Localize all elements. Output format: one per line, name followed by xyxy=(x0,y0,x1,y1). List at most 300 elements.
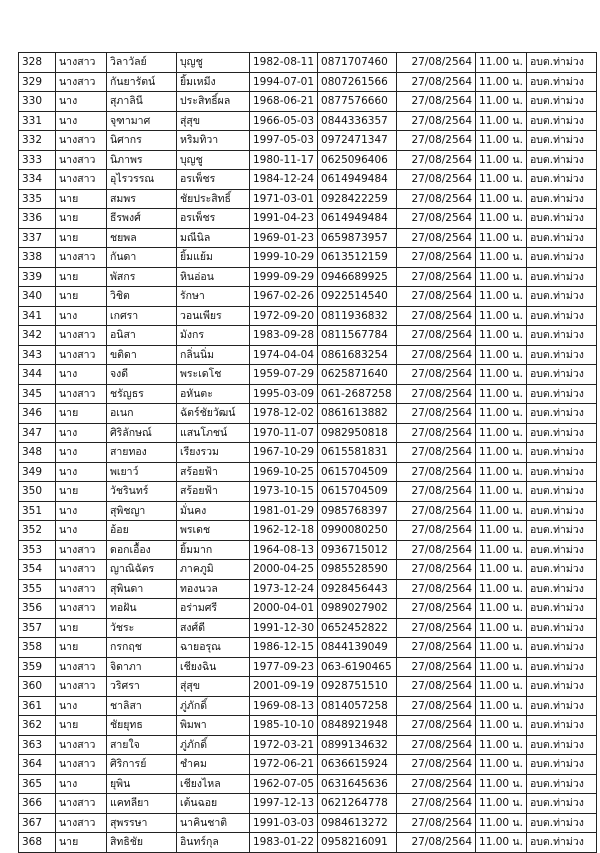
table-row xyxy=(19,540,597,560)
phone-number-cell: 061-2687258 xyxy=(318,384,397,404)
appointment-time-cell: 11.00 น. xyxy=(476,209,527,229)
appointment-date-cell: 27/08/2564 xyxy=(397,404,476,424)
appointment-place-cell: อบต.ท่าม่วง xyxy=(526,150,596,170)
appointment-time-cell: 11.00 น. xyxy=(476,677,527,697)
appointment-date-cell: 27/08/2564 xyxy=(397,696,476,716)
appointment-place-cell: อบต.ท่าม่วง xyxy=(526,716,596,736)
first-name-cell: นิภาพร xyxy=(107,150,177,170)
appointment-place-cell: อบต.ท่าม่วง xyxy=(526,326,596,346)
name-title-cell: นาย xyxy=(56,404,107,424)
phone-number-cell: 0928422259 xyxy=(318,189,397,209)
appointment-place-cell: อบต.ท่าม่วง xyxy=(526,618,596,638)
appointment-time-cell: 11.00 น. xyxy=(476,423,527,443)
first-name-cell: จุฑามาศ xyxy=(107,111,177,131)
first-name-cell: ขติดา xyxy=(107,345,177,365)
name-title-cell: นางสาว xyxy=(56,657,107,677)
appointment-time-cell: 11.00 น. xyxy=(476,404,527,424)
last-name-cell: สร้อยฟ้า xyxy=(177,462,250,482)
first-name-cell: ศิริลักษณ์ xyxy=(107,423,177,443)
table-row xyxy=(19,579,597,599)
appointment-place-cell: อบต.ท่าม่วง xyxy=(526,521,596,541)
phone-number-cell: 0844336357 xyxy=(318,111,397,131)
first-name-cell: วิลาวัลย์ xyxy=(107,53,177,73)
first-name-cell: สุพรรษา xyxy=(107,813,177,833)
row-number-cell: 338 xyxy=(19,248,56,268)
appointment-date-cell: 27/08/2564 xyxy=(397,813,476,833)
appointment-date-cell: 27/08/2564 xyxy=(397,306,476,326)
last-name-cell: สุ่สุข xyxy=(177,111,250,131)
row-number-cell: 357 xyxy=(19,618,56,638)
name-title-cell: นางสาว xyxy=(56,248,107,268)
birth-date-cell: 1959-07-29 xyxy=(250,365,318,385)
first-name-cell: แคทลียา xyxy=(107,794,177,814)
appointment-place-cell: อบต.ท่าม่วง xyxy=(526,345,596,365)
table-row xyxy=(19,287,597,307)
appointment-date-cell: 27/08/2564 xyxy=(397,462,476,482)
appointment-time-cell: 11.00 น. xyxy=(476,287,527,307)
table-row xyxy=(19,248,597,268)
first-name-cell: สมพร xyxy=(107,189,177,209)
last-name-cell: ภู่ภักดิ์ xyxy=(177,735,250,755)
name-title-cell: นางสาว xyxy=(56,345,107,365)
appointment-place-cell: อบต.ท่าม่วง xyxy=(526,755,596,775)
birth-date-cell: 1999-09-29 xyxy=(250,267,318,287)
appointment-date-cell: 27/08/2564 xyxy=(397,599,476,619)
birth-date-cell: 2000-04-01 xyxy=(250,599,318,619)
birth-date-cell: 1974-04-04 xyxy=(250,345,318,365)
row-number-cell: 346 xyxy=(19,404,56,424)
appointment-place-cell: อบต.ท่าม่วง xyxy=(526,462,596,482)
appointment-time-cell: 11.00 น. xyxy=(476,170,527,190)
appointment-place-cell: อบต.ท่าม่วง xyxy=(526,170,596,190)
appointment-place-cell: อบต.ท่าม่วง xyxy=(526,248,596,268)
name-title-cell: นางสาว xyxy=(56,326,107,346)
appointment-date-cell: 27/08/2564 xyxy=(397,755,476,775)
first-name-cell: สิทธิชัย xyxy=(107,833,177,853)
appointment-place-cell: อบต.ท่าม่วง xyxy=(526,696,596,716)
birth-date-cell: 1969-08-13 xyxy=(250,696,318,716)
appointment-date-cell: 27/08/2564 xyxy=(397,560,476,580)
table-row xyxy=(19,111,597,131)
row-number-cell: 343 xyxy=(19,345,56,365)
last-name-cell: ฉายอรุณ xyxy=(177,638,250,658)
name-title-cell: นาย xyxy=(56,287,107,307)
appointment-date-cell: 27/08/2564 xyxy=(397,735,476,755)
appointment-date-cell: 27/08/2564 xyxy=(397,638,476,658)
row-number-cell: 364 xyxy=(19,755,56,775)
table-row xyxy=(19,677,597,697)
appointment-time-cell: 11.00 น. xyxy=(476,443,527,463)
phone-number-cell: 0615704509 xyxy=(318,482,397,502)
appointment-place-cell: อบต.ท่าม่วง xyxy=(526,482,596,502)
row-number-cell: 358 xyxy=(19,638,56,658)
row-number-cell: 331 xyxy=(19,111,56,131)
last-name-cell: ฉัตร์ชัยวัฒน์ xyxy=(177,404,250,424)
appointment-date-cell: 27/08/2564 xyxy=(397,287,476,307)
appointment-date-cell: 27/08/2564 xyxy=(397,209,476,229)
last-name-cell: บุญชู xyxy=(177,150,250,170)
first-name-cell: พัสกร xyxy=(107,267,177,287)
appointment-date-cell: 27/08/2564 xyxy=(397,189,476,209)
appointment-time-cell: 11.00 น. xyxy=(476,482,527,502)
name-title-cell: นาง xyxy=(56,306,107,326)
phone-number-cell: 0984613272 xyxy=(318,813,397,833)
phone-number-cell: 0946689925 xyxy=(318,267,397,287)
appointment-date-cell: 27/08/2564 xyxy=(397,794,476,814)
table-row xyxy=(19,150,597,170)
first-name-cell: จงดี xyxy=(107,365,177,385)
last-name-cell: พระเดโช xyxy=(177,365,250,385)
row-number-cell: 351 xyxy=(19,501,56,521)
name-title-cell: นาง xyxy=(56,111,107,131)
appointment-date-cell: 27/08/2564 xyxy=(397,443,476,463)
appointment-date-cell: 27/08/2564 xyxy=(397,384,476,404)
appointment-time-cell: 11.00 น. xyxy=(476,833,527,853)
name-title-cell: นาย xyxy=(56,618,107,638)
birth-date-cell: 1984-12-24 xyxy=(250,170,318,190)
appointment-date-cell: 27/08/2564 xyxy=(397,248,476,268)
appointment-place-cell: อบต.ท่าม่วง xyxy=(526,794,596,814)
last-name-cell: แสนโภชน์ xyxy=(177,423,250,443)
row-number-cell: 362 xyxy=(19,716,56,736)
last-name-cell: รักษา xyxy=(177,287,250,307)
table-row xyxy=(19,735,597,755)
appointment-date-cell: 27/08/2564 xyxy=(397,170,476,190)
appointment-time-cell: 11.00 น. xyxy=(476,53,527,73)
appointment-place-cell: อบต.ท่าม่วง xyxy=(526,72,596,92)
birth-date-cell: 1985-10-10 xyxy=(250,716,318,736)
birth-date-cell: 1980-11-17 xyxy=(250,150,318,170)
appointment-time-cell: 11.00 น. xyxy=(476,365,527,385)
appointment-time-cell: 11.00 น. xyxy=(476,813,527,833)
table-row xyxy=(19,560,597,580)
row-number-cell: 352 xyxy=(19,521,56,541)
first-name-cell: ธีรพงศ์ xyxy=(107,209,177,229)
name-title-cell: นาย xyxy=(56,833,107,853)
phone-number-cell: 0807261566 xyxy=(318,72,397,92)
name-title-cell: นางสาว xyxy=(56,384,107,404)
appointment-time-cell: 11.00 น. xyxy=(476,267,527,287)
table-row xyxy=(19,345,597,365)
appointment-time-cell: 11.00 น. xyxy=(476,72,527,92)
appointment-place-cell: อบต.ท่าม่วง xyxy=(526,267,596,287)
appointment-date-cell: 27/08/2564 xyxy=(397,501,476,521)
first-name-cell: ญาณิฉัตร xyxy=(107,560,177,580)
table-row xyxy=(19,638,597,658)
first-name-cell: นิศากร xyxy=(107,131,177,151)
table-row xyxy=(19,131,597,151)
phone-number-cell: 0861683254 xyxy=(318,345,397,365)
table-row xyxy=(19,384,597,404)
appointment-time-cell: 11.00 น. xyxy=(476,92,527,112)
last-name-cell: กลิ่นนิ่ม xyxy=(177,345,250,365)
first-name-cell: วิชิต xyxy=(107,287,177,307)
row-number-cell: 363 xyxy=(19,735,56,755)
last-name-cell: สุ่สุข xyxy=(177,677,250,697)
name-title-cell: นาง xyxy=(56,696,107,716)
first-name-cell: สุภาลินี xyxy=(107,92,177,112)
last-name-cell: มณีนิล xyxy=(177,228,250,248)
first-name-cell: วริศรา xyxy=(107,677,177,697)
table-row xyxy=(19,267,597,287)
appointment-time-cell: 11.00 น. xyxy=(476,599,527,619)
birth-date-cell: 1967-10-29 xyxy=(250,443,318,463)
phone-number-cell: 0625871640 xyxy=(318,365,397,385)
appointment-time-cell: 11.00 น. xyxy=(476,462,527,482)
last-name-cell: ยิ้มมาก xyxy=(177,540,250,560)
birth-date-cell: 1970-11-07 xyxy=(250,423,318,443)
appointment-date-cell: 27/08/2564 xyxy=(397,326,476,346)
phone-number-cell: 0985768397 xyxy=(318,501,397,521)
last-name-cell: ยิ้มแย้ม xyxy=(177,248,250,268)
row-number-cell: 350 xyxy=(19,482,56,502)
last-name-cell: ชัยประสิทธิ์ xyxy=(177,189,250,209)
phone-number-cell: 0985528590 xyxy=(318,560,397,580)
phone-number-cell: 0844139049 xyxy=(318,638,397,658)
row-number-cell: 330 xyxy=(19,92,56,112)
table-row xyxy=(19,657,597,677)
appointment-time-cell: 11.00 น. xyxy=(476,560,527,580)
table-row xyxy=(19,170,597,190)
last-name-cell: อินทร์กุล xyxy=(177,833,250,853)
appointment-date-cell: 27/08/2564 xyxy=(397,657,476,677)
table-row xyxy=(19,755,597,775)
last-name-cell: นาคินชาติ xyxy=(177,813,250,833)
row-number-cell: 365 xyxy=(19,774,56,794)
first-name-cell: อเนก xyxy=(107,404,177,424)
table-row xyxy=(19,72,597,92)
row-number-cell: 329 xyxy=(19,72,56,92)
last-name-cell: วอนเพียร xyxy=(177,306,250,326)
row-number-cell: 366 xyxy=(19,794,56,814)
row-number-cell: 349 xyxy=(19,462,56,482)
phone-number-cell: 0631645636 xyxy=(318,774,397,794)
row-number-cell: 360 xyxy=(19,677,56,697)
phone-number-cell: 0621264778 xyxy=(318,794,397,814)
phone-number-cell: 0615581831 xyxy=(318,443,397,463)
first-name-cell: ยุพิน xyxy=(107,774,177,794)
appointment-place-cell: อบต.ท่าม่วง xyxy=(526,560,596,580)
first-name-cell: กันยารัตน์ xyxy=(107,72,177,92)
appointment-place-cell: อบต.ท่าม่วง xyxy=(526,833,596,853)
appointment-date-cell: 27/08/2564 xyxy=(397,111,476,131)
name-title-cell: นาง xyxy=(56,774,107,794)
last-name-cell: พิมพา xyxy=(177,716,250,736)
appointment-date-cell: 27/08/2564 xyxy=(397,131,476,151)
appointment-date-cell: 27/08/2564 xyxy=(397,72,476,92)
row-number-cell: 340 xyxy=(19,287,56,307)
phone-number-cell: 0814057258 xyxy=(318,696,397,716)
birth-date-cell: 2001-09-19 xyxy=(250,677,318,697)
appointment-time-cell: 11.00 น. xyxy=(476,150,527,170)
name-title-cell: นาง xyxy=(56,443,107,463)
first-name-cell: วัชระ xyxy=(107,618,177,638)
first-name-cell: ชรัญธร xyxy=(107,384,177,404)
appointment-time-cell: 11.00 น. xyxy=(476,657,527,677)
birth-date-cell: 1962-07-05 xyxy=(250,774,318,794)
table-row xyxy=(19,423,597,443)
last-name-cell: พรเดช xyxy=(177,521,250,541)
birth-date-cell: 1962-12-18 xyxy=(250,521,318,541)
birth-date-cell: 1977-09-23 xyxy=(250,657,318,677)
birth-date-cell: 2000-04-25 xyxy=(250,560,318,580)
table-row xyxy=(19,521,597,541)
birth-date-cell: 1969-01-23 xyxy=(250,228,318,248)
phone-number-cell: 0990080250 xyxy=(318,521,397,541)
row-number-cell: 354 xyxy=(19,560,56,580)
name-title-cell: นาย xyxy=(56,189,107,209)
last-name-cell: ชำคม xyxy=(177,755,250,775)
table-row xyxy=(19,482,597,502)
appointment-date-cell: 27/08/2564 xyxy=(397,540,476,560)
appointment-time-cell: 11.00 น. xyxy=(476,794,527,814)
phone-number-cell: 0928456443 xyxy=(318,579,397,599)
appointment-time-cell: 11.00 น. xyxy=(476,345,527,365)
name-title-cell: นาย xyxy=(56,482,107,502)
first-name-cell: เกศรา xyxy=(107,306,177,326)
name-title-cell: นาย xyxy=(56,716,107,736)
last-name-cell: ประสิทธิ์ผล xyxy=(177,92,250,112)
appointment-place-cell: อบต.ท่าม่วง xyxy=(526,209,596,229)
appointment-time-cell: 11.00 น. xyxy=(476,306,527,326)
row-number-cell: 356 xyxy=(19,599,56,619)
name-title-cell: นางสาว xyxy=(56,599,107,619)
row-number-cell: 337 xyxy=(19,228,56,248)
first-name-cell: อนิสา xyxy=(107,326,177,346)
name-title-cell: นาย xyxy=(56,638,107,658)
first-name-cell: ชัยยุทธ xyxy=(107,716,177,736)
registration-table xyxy=(18,52,597,853)
appointment-place-cell: อบต.ท่าม่วง xyxy=(526,443,596,463)
first-name-cell: สายใจ xyxy=(107,735,177,755)
appointment-time-cell: 11.00 น. xyxy=(476,618,527,638)
last-name-cell: เชียงฉิน xyxy=(177,657,250,677)
birth-date-cell: 1981-01-29 xyxy=(250,501,318,521)
appointment-date-cell: 27/08/2564 xyxy=(397,482,476,502)
last-name-cell: ภู่ภักดิ์ xyxy=(177,696,250,716)
name-title-cell: นางสาว xyxy=(56,170,107,190)
appointment-time-cell: 11.00 น. xyxy=(476,735,527,755)
last-name-cell: สงศ์ดี xyxy=(177,618,250,638)
last-name-cell: มั่นคง xyxy=(177,501,250,521)
birth-date-cell: 1995-03-09 xyxy=(250,384,318,404)
row-number-cell: 345 xyxy=(19,384,56,404)
appointment-date-cell: 27/08/2564 xyxy=(397,345,476,365)
phone-number-cell: 0625096406 xyxy=(318,150,397,170)
table-row xyxy=(19,696,597,716)
appointment-date-cell: 27/08/2564 xyxy=(397,423,476,443)
phone-number-cell: 0989027902 xyxy=(318,599,397,619)
phone-number-cell: 0922514540 xyxy=(318,287,397,307)
row-number-cell: 328 xyxy=(19,53,56,73)
name-title-cell: นาง xyxy=(56,423,107,443)
appointment-place-cell: อบต.ท่าม่วง xyxy=(526,384,596,404)
appointment-place-cell: อบต.ท่าม่วง xyxy=(526,540,596,560)
table-row xyxy=(19,462,597,482)
appointment-time-cell: 11.00 น. xyxy=(476,228,527,248)
appointment-date-cell: 27/08/2564 xyxy=(397,774,476,794)
name-title-cell: นางสาว xyxy=(56,579,107,599)
first-name-cell: พเยาว์ xyxy=(107,462,177,482)
table-row xyxy=(19,306,597,326)
birth-date-cell: 1973-10-15 xyxy=(250,482,318,502)
table-row xyxy=(19,228,597,248)
appointment-date-cell: 27/08/2564 xyxy=(397,677,476,697)
appointment-place-cell: อบต.ท่าม่วง xyxy=(526,423,596,443)
first-name-cell: สุพิชญา xyxy=(107,501,177,521)
last-name-cell: ภาคภูมิ xyxy=(177,560,250,580)
phone-number-cell: 0659873957 xyxy=(318,228,397,248)
birth-date-cell: 1994-07-01 xyxy=(250,72,318,92)
appointment-date-cell: 27/08/2564 xyxy=(397,53,476,73)
phone-number-cell: 0652452822 xyxy=(318,618,397,638)
name-title-cell: นางสาว xyxy=(56,53,107,73)
table-row xyxy=(19,443,597,463)
appointment-place-cell: อบต.ท่าม่วง xyxy=(526,677,596,697)
row-number-cell: 342 xyxy=(19,326,56,346)
last-name-cell: หินอ่อน xyxy=(177,267,250,287)
row-number-cell: 344 xyxy=(19,365,56,385)
phone-number-cell: 0848921948 xyxy=(318,716,397,736)
name-title-cell: นาง xyxy=(56,462,107,482)
table-row xyxy=(19,365,597,385)
appointment-place-cell: อบต.ท่าม่วง xyxy=(526,365,596,385)
last-name-cell: เต้นฉอย xyxy=(177,794,250,814)
appointment-place-cell: อบต.ท่าม่วง xyxy=(526,189,596,209)
birth-date-cell: 1999-10-29 xyxy=(250,248,318,268)
appointment-place-cell: อบต.ท่าม่วง xyxy=(526,813,596,833)
appointment-time-cell: 11.00 น. xyxy=(476,131,527,151)
birth-date-cell: 1971-03-01 xyxy=(250,189,318,209)
appointment-date-cell: 27/08/2564 xyxy=(397,150,476,170)
birth-date-cell: 1991-03-03 xyxy=(250,813,318,833)
appointment-place-cell: อบต.ท่าม่วง xyxy=(526,579,596,599)
table-body xyxy=(19,53,597,853)
appointment-place-cell: อบต.ท่าม่วง xyxy=(526,657,596,677)
row-number-cell: 333 xyxy=(19,150,56,170)
phone-number-cell: 0614949484 xyxy=(318,170,397,190)
phone-number-cell: 0928751510 xyxy=(318,677,397,697)
name-title-cell: นาง xyxy=(56,521,107,541)
appointment-time-cell: 11.00 น. xyxy=(476,326,527,346)
last-name-cell: อรเพ็ชร xyxy=(177,170,250,190)
first-name-cell: ทอฝัน xyxy=(107,599,177,619)
appointment-place-cell: อบต.ท่าม่วง xyxy=(526,131,596,151)
table-row xyxy=(19,833,597,853)
name-title-cell: นาย xyxy=(56,267,107,287)
name-title-cell: นาง xyxy=(56,501,107,521)
phone-number-cell: 0613512159 xyxy=(318,248,397,268)
phone-number-cell: 0614949484 xyxy=(318,209,397,229)
first-name-cell: ชยพล xyxy=(107,228,177,248)
name-title-cell: นางสาว xyxy=(56,560,107,580)
row-number-cell: 341 xyxy=(19,306,56,326)
row-number-cell: 353 xyxy=(19,540,56,560)
birth-date-cell: 1983-01-22 xyxy=(250,833,318,853)
appointment-time-cell: 11.00 น. xyxy=(476,716,527,736)
appointment-time-cell: 11.00 น. xyxy=(476,111,527,131)
name-title-cell: นางสาว xyxy=(56,150,107,170)
phone-number-cell: 0636615924 xyxy=(318,755,397,775)
name-title-cell: นางสาว xyxy=(56,755,107,775)
appointment-time-cell: 11.00 น. xyxy=(476,638,527,658)
appointment-place-cell: อบต.ท่าม่วง xyxy=(526,306,596,326)
first-name-cell: กันดา xyxy=(107,248,177,268)
row-number-cell: 348 xyxy=(19,443,56,463)
appointment-date-cell: 27/08/2564 xyxy=(397,833,476,853)
appointment-place-cell: อบต.ท่าม่วง xyxy=(526,638,596,658)
first-name-cell: สายทอง xyxy=(107,443,177,463)
